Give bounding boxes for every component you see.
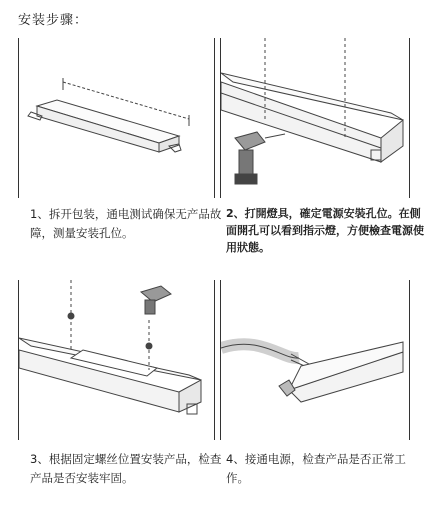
step-1-illustration <box>18 38 215 198</box>
page-title: 安装步骤： <box>18 13 89 28</box>
step-3-illustration <box>18 280 215 440</box>
wiring-connection-drawing <box>221 280 409 440</box>
step-2-caption: 2、打開燈具，確定電源安裝孔位。在側面開孔可以看到指示燈，方便檢查電源使用狀態。 <box>226 207 424 254</box>
step-1-caption: 1、拆开包装，通电测试确保无产品故障，测量安装孔位。 <box>30 207 222 240</box>
ballast-mount-drawing <box>19 280 214 440</box>
fixture-drill-drawing <box>221 38 409 198</box>
step-4-caption: 4、接通电源，检查产品是否正常工作。 <box>226 452 406 485</box>
ballast-measure-drawing <box>19 38 214 198</box>
step-4-illustration <box>220 280 410 440</box>
step-2-illustration <box>220 38 410 198</box>
step-3-caption: 3、根据固定螺丝位置安装产品，检查产品是否安装牢固。 <box>30 452 222 485</box>
